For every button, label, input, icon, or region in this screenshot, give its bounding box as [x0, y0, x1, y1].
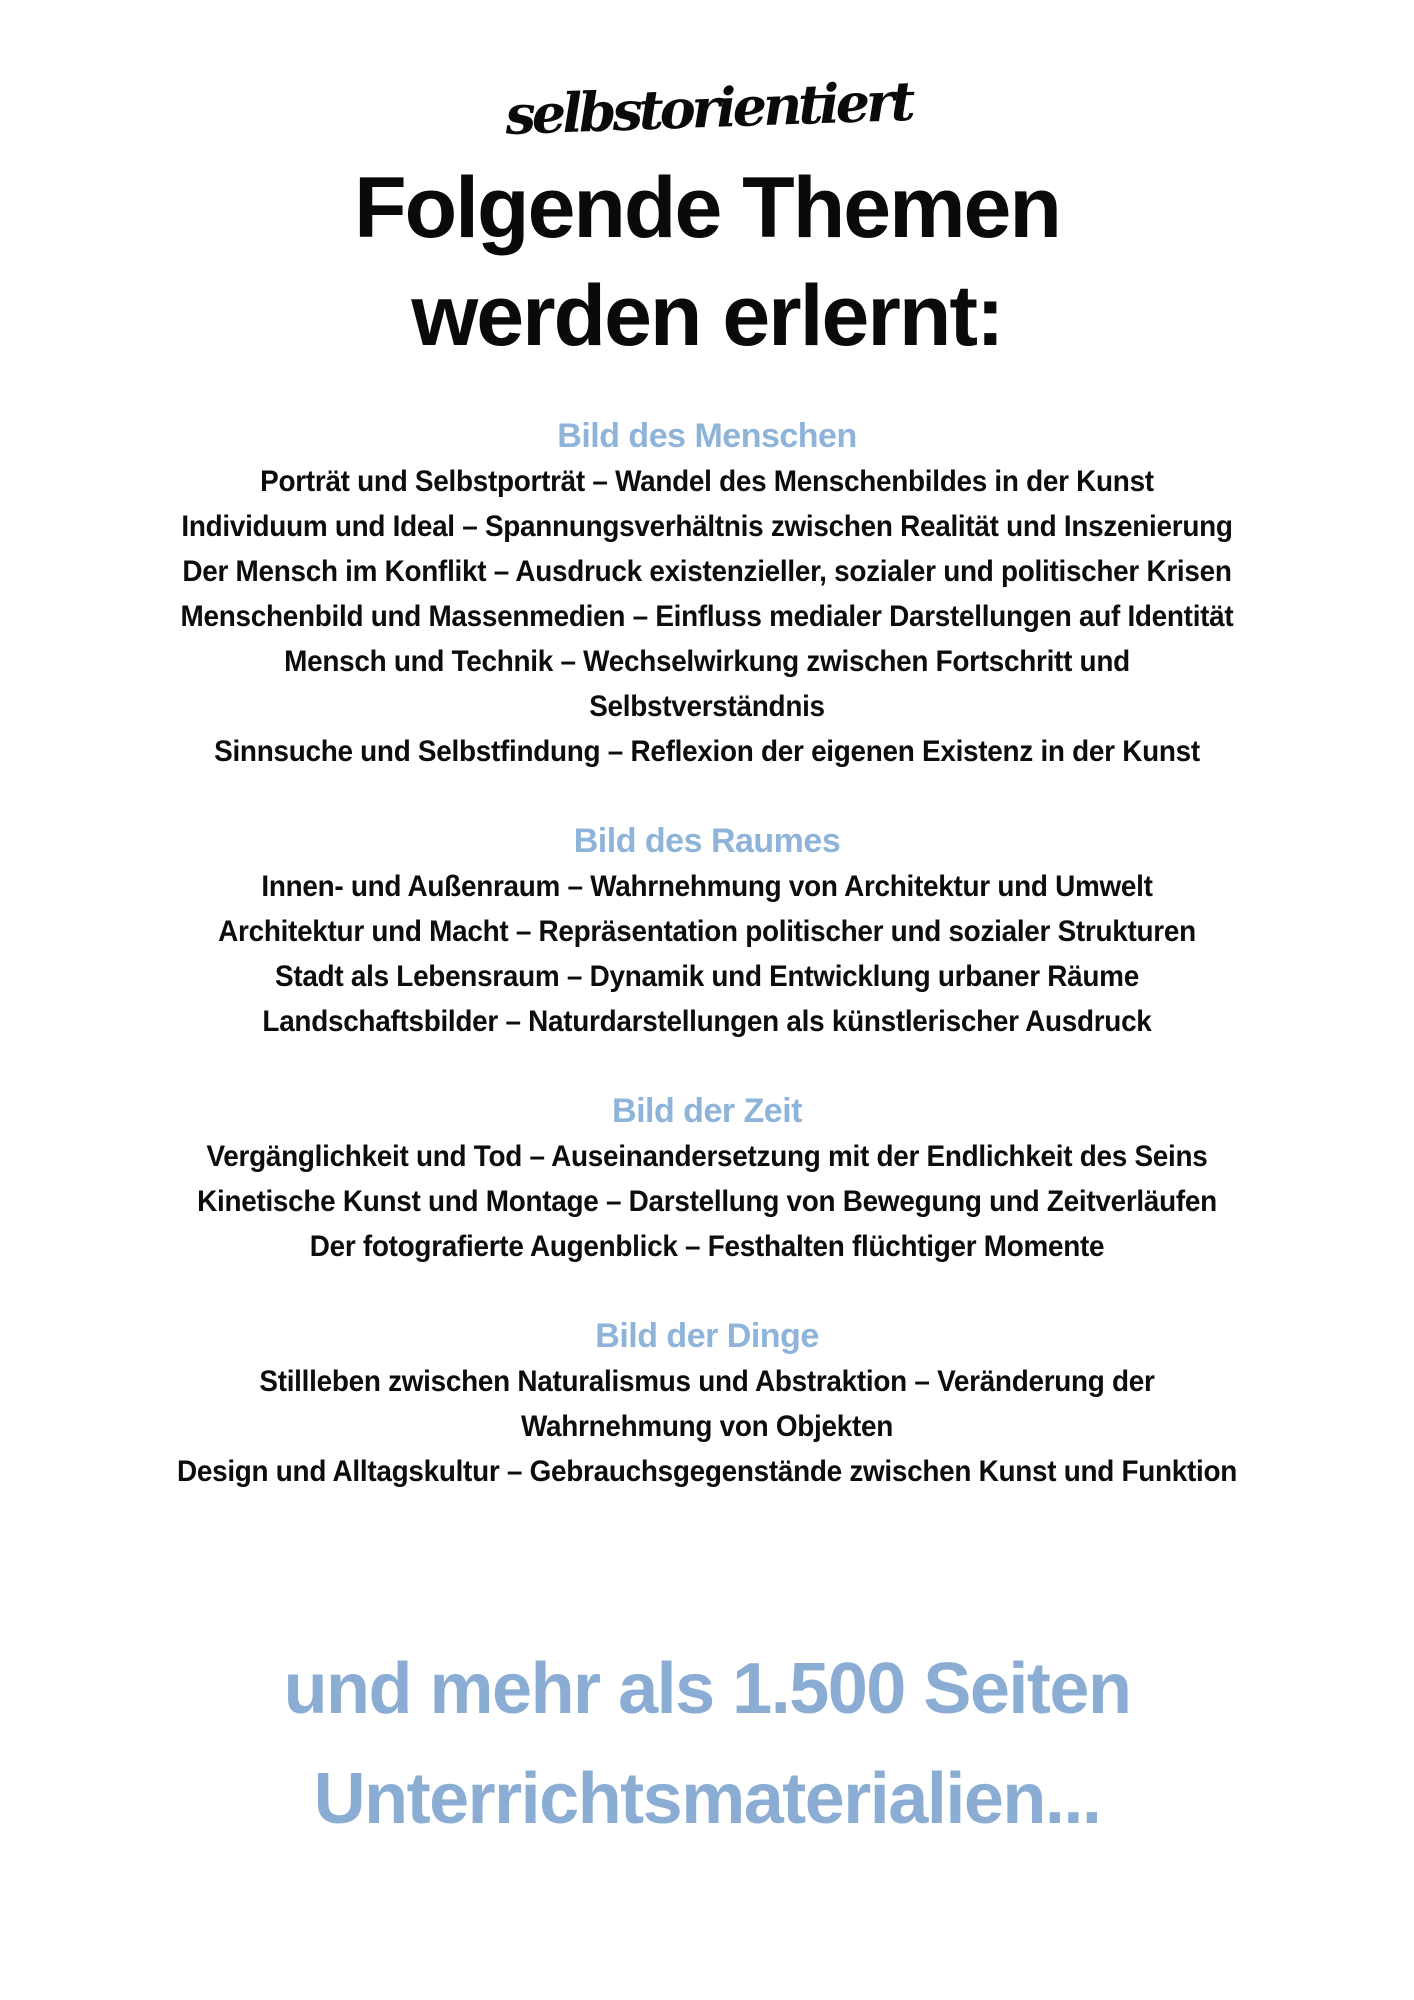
topic-line: Mensch und Technik – Wechselwirkung zwischen Fortschritt und — [284, 645, 1130, 678]
topic-line: Der fotografierte Augenblick – Festhalten flüchtiger Momente — [309, 1230, 1105, 1263]
section-lines — [49, 864, 1364, 1044]
page-title-line-1: Folgende Themen — [354, 160, 1060, 256]
topic-line: Landschaftsbilder – Naturdarstellungen als künstlerischer Ausdruck — [262, 1005, 1152, 1038]
topic-line: Selbstverständnis — [589, 690, 825, 723]
footer-note-line-2: Unterrichtsmaterialien... — [313, 1759, 1101, 1839]
section-bild-der-dinge — [0, 1314, 1414, 1494]
topic-line: Stadt als Lebensraum – Dynamik und Entwicklung urbaner Räume — [275, 960, 1139, 993]
topic-line: Der Mensch im Konflikt – Ausdruck existenzieller, sozialer und politischer Krisen — [182, 555, 1232, 588]
topic-line: Menschenbild und Massenmedien – Einfluss medialer Darstellungen auf Identität — [180, 600, 1234, 633]
topics-list — [0, 414, 1414, 1494]
topic-line: Sinnsuche und Selbstfindung – Reflexion der eigenen Existenz in der Kunst — [214, 735, 1200, 768]
section-title: Bild des Raumes — [573, 822, 841, 860]
section-lines — [49, 1134, 1364, 1269]
topic-line: Kinetische Kunst und Montage – Darstellung von Bewegung und Zeitverläufen — [197, 1185, 1217, 1218]
topic-line: Architektur und Macht – Repräsentation politischer und sozialer Strukturen — [218, 915, 1196, 948]
section-title: Bild der Dinge — [595, 1317, 819, 1355]
topic-line: Wahrnehmung von Objekten — [520, 1410, 894, 1443]
section-title: Bild der Zeit — [612, 1092, 802, 1130]
page-title — [0, 154, 1414, 370]
topic-line: Design und Alltagskultur – Gebrauchsgegenstände zwischen Kunst und Funktion — [176, 1455, 1238, 1488]
section-lines — [49, 1359, 1364, 1494]
brand-logo: selbstorientiert — [504, 68, 913, 148]
topic-line: Stillleben zwischen Naturalismus und Abstraktion – Veränderung der — [259, 1365, 1155, 1398]
footer-note-line-1: und mehr als 1.500 Seiten — [283, 1649, 1131, 1729]
section-bild-der-zeit — [0, 1089, 1414, 1269]
section-lines — [49, 459, 1364, 774]
footer-note — [0, 1634, 1414, 1854]
section-title: Bild des Menschen — [557, 417, 857, 455]
topic-line: Vergänglichkeit und Tod – Auseinandersetzung mit der Endlichkeit des Seins — [206, 1140, 1208, 1173]
section-bild-des-raumes — [0, 819, 1414, 1044]
topic-line: Innen- und Außenraum – Wahrnehmung von Architektur und Umwelt — [261, 870, 1153, 903]
page-title-line-2: werden erlernt: — [411, 268, 1003, 364]
topic-line: Individuum und Ideal – Spannungsverhältnis zwischen Realität und Inszenierung — [181, 510, 1233, 543]
section-bild-des-menschen — [0, 414, 1414, 774]
topic-line: Porträt und Selbstporträt – Wandel des Menschenbildes in der Kunst — [260, 465, 1154, 498]
